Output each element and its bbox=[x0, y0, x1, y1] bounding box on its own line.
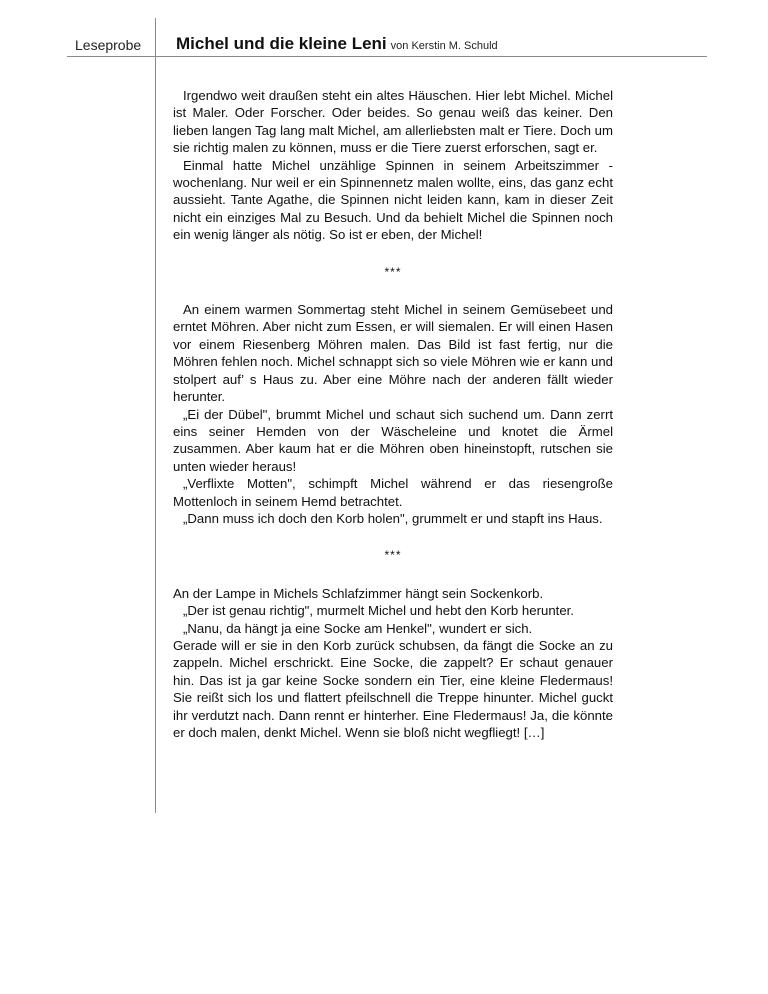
author-line: von Kerstin M. Schuld bbox=[390, 40, 498, 52]
section-separator: *** bbox=[384, 548, 402, 563]
paragraph: „Dann muss ich doch den Korb holen", grummelt er und stapft ins Haus. bbox=[183, 510, 603, 526]
paragraph: „Verflixte Motten", schimpft Michel während er das riesengroße Mottenloch in seinem Hemd betrachtet. bbox=[173, 476, 613, 509]
paragraph: An der Lampe in Michels Schlafzimmer hängt sein Sockenkorb. bbox=[173, 585, 544, 601]
paragraph: Einmal hatte Michel unzählige Spinnen in seinem Arbeitszimmer - wochenlang. Nur weil er ein Spinnennetz malen wollte, eins, das ganz echt aussieht. Tante Agathe, die Spinnen nicht leiden kann, kam in dieser Zeit nicht ein einziges Mal zu Besuch. Und da behielt Michel die Spinnen noch ein wenig länger als nötig. So ist er eben, der Michel! bbox=[173, 157, 613, 243]
paragraph: „Ei der Dübel", brummt Michel und schaut sich suchend um. Dann zerrt eins seiner Hemden von der Wäscheleine und knotet die Ärmel zusammen. Aber kaum hat er die Möhren oben hineinstopft, rutschen sie unten wieder heraus! bbox=[173, 406, 613, 474]
paragraph: Irgendwo weit draußen steht ein altes Häuschen. Hier lebt Michel. Michel ist Maler. Oder Forscher. Oder beides. So genau weiß das keiner. Den lieben langen Tag lang malt Michel, am allerliebsten malt er Tiere. Doch um sie richtig malen zu können, muss er die Tiere zuerst erforschen, sagt er. bbox=[173, 88, 613, 156]
section-separator: *** bbox=[384, 264, 402, 279]
paragraph: An einem warmen Sommertag steht Michel in seinem Gemüsebeet und erntet Möhren. Aber nicht zum Essen, er will siemalen. Er will einen Hasen vor einem Riesenberg Möhren malen. Das Bild ist fast fertig, nur die Möhren fehlen noch. Michel schnappt sich so viele Möhren wie er kann und stolpert auf’ s Haus zu. Aber eine Möhre nach der anderen fällt wieder herunter. bbox=[173, 302, 613, 405]
paragraph: „Nanu, da hängt ja eine Socke am Henkel", wundert er sich. bbox=[183, 620, 533, 636]
header-rule bbox=[67, 56, 707, 57]
book-title: Michel und die kleine Leni bbox=[176, 34, 387, 53]
story-text bbox=[173, 87, 613, 741]
paragraph: Gerade will er sie in den Korb zurück schubsen, da fängt die Socke an zu zappeln. Michel erschrickt. Eine Socke, die zappelt? Er schaut genauer hin. Das ist ja gar keine Socke sondern ein Tier, eine kleine Fledermaus! Sie reißt sich los und flattert pfeilschnell die Treppe hinunter. Michel guckt ihr verdutzt nach. Dann rennt er hinterher. Eine Fledermaus! Ja, die könnte er doch malen, denkt Michel. Wenn sie bloß nicht wegfliegt! […] bbox=[173, 637, 613, 740]
page-title bbox=[176, 34, 498, 54]
leseprobe-label: Leseprobe bbox=[75, 37, 142, 53]
paragraph: „Der ist genau richtig", murmelt Michel und hebt den Korb herunter. bbox=[183, 603, 574, 619]
vertical-rule bbox=[155, 18, 156, 813]
